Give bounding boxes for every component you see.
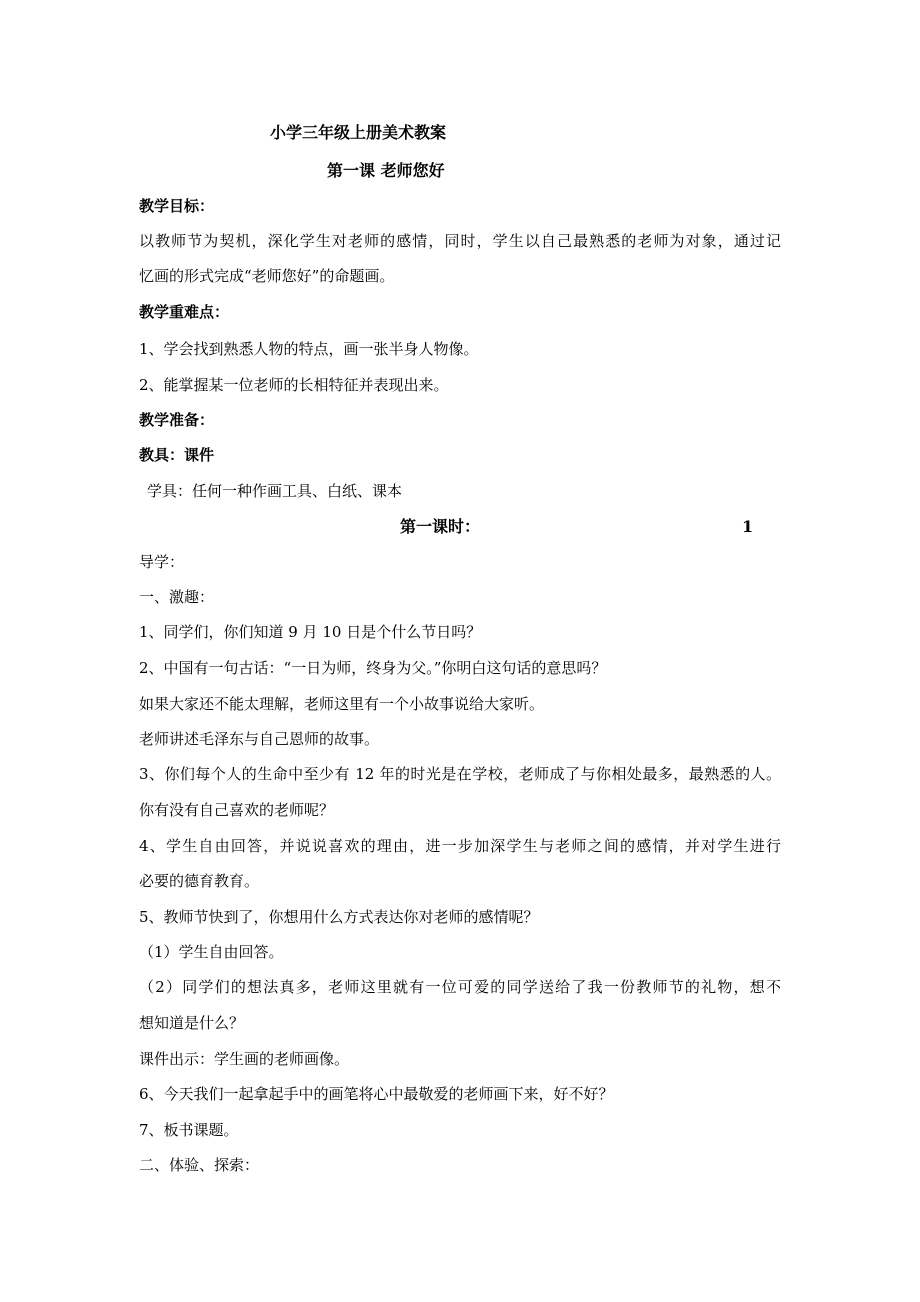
question-5-answer-2-line-1: （2）同学们的想法真多，老师这里就有一位可爱的同学送给了我一份教师节的礼物，想不: [139, 978, 781, 996]
objectives-text-line-2: 忆画的形式完成“老师您好”的命题画。: [139, 267, 395, 285]
document-title: 小学三年级上册美术教案: [270, 123, 447, 142]
lesson-title: 第一课 老师您好: [327, 161, 445, 180]
section-2-heading: 二、体验、探索：: [139, 1156, 260, 1174]
question-5: 5、教师节快到了，你想用什么方式表达你对老师的感情呢？: [139, 908, 539, 926]
objectives-text-line-1: 以教师节为契机，深化学生对老师的感情，同时，学生以自己最熟悉的老师为对象，通过记: [139, 232, 781, 250]
question-1: 1、同学们，你们知道 9 月 10 日是个什么节日吗？: [139, 623, 482, 641]
question-7: 7、板书课题。: [139, 1121, 239, 1139]
period-number: 1: [742, 517, 754, 536]
section-1-heading: 一、激趣：: [139, 588, 215, 606]
question-3-line-2: 你有没有自己喜欢的老师呢？: [139, 801, 335, 819]
preparation-heading: 教学准备：: [139, 411, 215, 429]
question-2: 2、中国有一句古话：“一日为师，终身为父。”你明白这句话的意思吗？: [139, 659, 607, 677]
student-tools: 学具：任何一种作画工具、白纸、课本: [147, 482, 403, 500]
guide-label: 导学：: [139, 553, 185, 571]
objectives-heading: 教学目标：: [139, 197, 215, 215]
question-3-line-1: 3、你们每个人的生命中至少有 12 年的时光是在学校，老师成了与你相处最多，最熟悉的人。: [139, 765, 781, 783]
story-text: 老师讲述毛泽东与自己恩师的故事。: [139, 730, 380, 748]
key-point-1: 1、学会找到熟悉人物的特点，画一张半身人物像。: [139, 340, 479, 358]
question-5-answer-1: （1）学生自由回答。: [139, 943, 284, 961]
period-heading: 第一课时：: [400, 517, 481, 536]
teacher-tools: 教具：课件: [139, 446, 215, 464]
question-5-answer-2-line-2: 想知道是什么？: [139, 1014, 245, 1032]
courseware-text: 课件出示：学生画的老师画像。: [139, 1050, 350, 1068]
question-4-line-2: 必要的德育教育。: [139, 872, 260, 890]
key-point-2: 2、能掌握某一位老师的长相特征并表现出来。: [139, 376, 449, 394]
question-4-line-1: 4、学生自由回答，并说说喜欢的理由，进一步加深学生与老师之间的感情，并对学生进行: [139, 837, 781, 855]
question-2-follow: 如果大家还不能太理解，老师这里有一个小故事说给大家听。: [139, 695, 545, 713]
question-6: 6、今天我们一起拿起手中的画笔将心中最敬爱的老师画下来，好不好？: [139, 1085, 614, 1103]
key-points-heading: 教学重难点：: [139, 303, 230, 321]
